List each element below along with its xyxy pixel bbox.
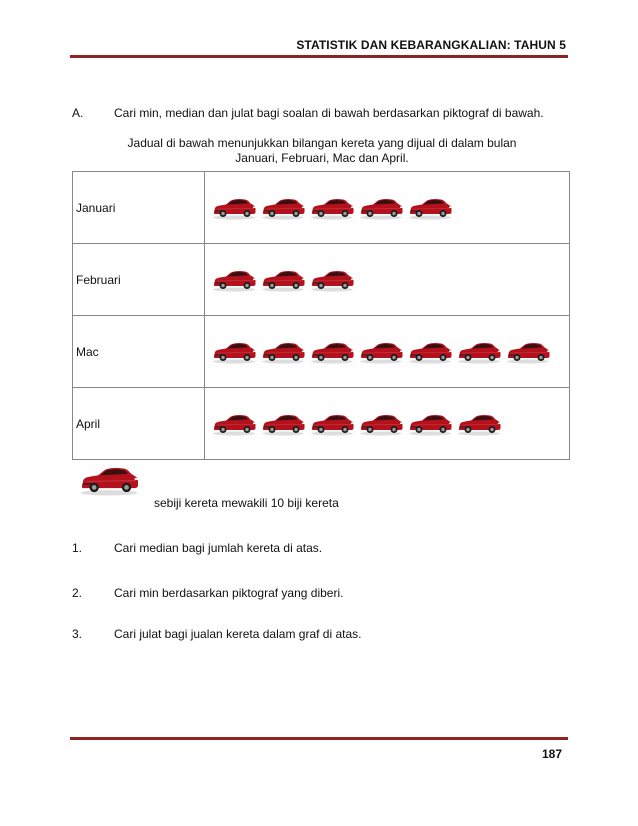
car-icon xyxy=(260,268,306,292)
header-rule xyxy=(70,55,568,58)
icon-cell xyxy=(205,316,570,388)
car-icon xyxy=(309,196,355,220)
key-car-icon xyxy=(78,463,140,497)
table-caption xyxy=(72,136,572,166)
month-label: Mac xyxy=(73,316,205,388)
car-icon xyxy=(407,196,453,220)
car-icon xyxy=(407,340,453,364)
caption-line-1: Jadual di bawah menunjukkan bilangan kereta yang dijual di dalam bulan xyxy=(127,136,517,150)
table-row xyxy=(73,316,570,388)
car-icon xyxy=(211,412,257,436)
car-icon xyxy=(211,268,257,292)
icon-cell xyxy=(205,388,570,460)
page-number: 187 xyxy=(541,747,562,761)
section-instruction: Cari min, median dan julat bagi soalan di bawah berdasarkan piktograf di bawah. xyxy=(114,106,544,120)
question-text: Cari min berdasarkan piktograf yang diberi. xyxy=(114,586,344,600)
question-number: 1. xyxy=(72,541,83,555)
car-icon xyxy=(211,196,257,220)
car-icon xyxy=(309,268,355,292)
car-icon xyxy=(456,340,502,364)
car-icon xyxy=(505,340,551,364)
caption-line-2: Januari, Februari, Mac dan April. xyxy=(235,151,409,165)
question-number: 3. xyxy=(72,627,83,641)
table-row xyxy=(73,244,570,316)
section-label: A. xyxy=(72,106,84,120)
header-title: STATISTIK DAN KEBARANGKALIAN: TAHUN 5 xyxy=(296,38,566,52)
question-number: 2. xyxy=(72,586,83,600)
question-text: Cari julat bagi jualan kereta dalam graf di atas. xyxy=(114,627,362,641)
month-label: Februari xyxy=(73,244,205,316)
car-icon xyxy=(309,340,355,364)
car-icon xyxy=(456,412,502,436)
car-icon xyxy=(260,412,306,436)
table-row xyxy=(73,172,570,244)
month-label: Januari xyxy=(73,172,205,244)
car-icon xyxy=(211,340,257,364)
key-text: sebiji kereta mewakili 10 biji kereta xyxy=(154,496,339,510)
car-icon xyxy=(309,412,355,436)
icon-cell xyxy=(205,244,570,316)
icon-cell xyxy=(205,172,570,244)
table-row xyxy=(73,388,570,460)
car-icon xyxy=(260,196,306,220)
question-text: Cari median bagi jumlah kereta di atas. xyxy=(114,541,323,555)
car-icon xyxy=(358,196,404,220)
car-icon xyxy=(358,340,404,364)
footer-rule xyxy=(70,737,568,740)
car-icon xyxy=(260,340,306,364)
car-icon xyxy=(407,412,453,436)
car-icon xyxy=(358,412,404,436)
pictograph-table xyxy=(72,171,570,460)
month-label: April xyxy=(73,388,205,460)
